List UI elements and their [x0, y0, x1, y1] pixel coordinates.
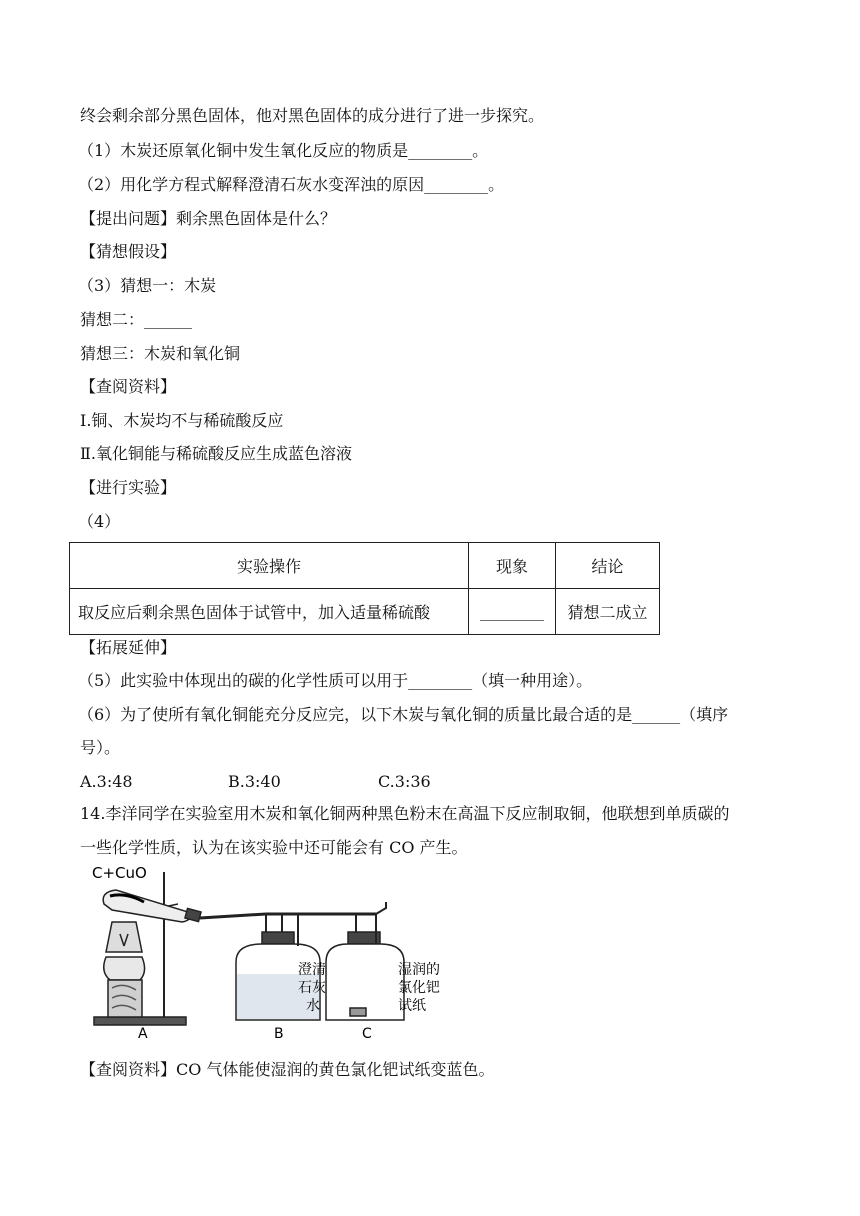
- reference-2: Ⅱ.氧化铜能与稀硫酸反应生成蓝色溶液: [80, 444, 352, 463]
- stand-base: [94, 1017, 186, 1025]
- reference-1: Ⅰ.铜、木炭均不与稀硫酸反应: [80, 411, 284, 430]
- question-14-continued: 一些化学性质，认为在该实验中还可能会有 CO 产生。: [80, 838, 468, 857]
- answer-options: [80, 772, 480, 792]
- apparatus-diagram: [86, 862, 456, 1042]
- table-header-cell: 结论: [556, 543, 660, 589]
- table-row: [70, 589, 660, 635]
- apparatus-figure: [86, 862, 456, 1042]
- question-2: （2）用化学方程式解释澄清石灰水变浑浊的原因________。: [78, 175, 505, 194]
- table-header-cell: 实验操作: [70, 543, 469, 589]
- test-paper: [350, 1008, 366, 1016]
- question-6: （6）为了使所有氧化铜能充分反应完，以下木炭与氧化铜的质量比最合适的是______（填序: [78, 705, 729, 724]
- table-cell: ________: [469, 589, 556, 635]
- problem-heading: 【提出问题】剩余黑色固体是什么？: [80, 209, 337, 228]
- option-c: C.3:36: [378, 772, 431, 791]
- experiment-heading: 【进行实验】: [80, 478, 177, 497]
- extension-heading: 【拓展延伸】: [80, 638, 177, 657]
- bottle-b-text: 石灰: [298, 980, 326, 996]
- option-a: A.3:48: [80, 772, 133, 791]
- stopper-b: [262, 932, 294, 944]
- bottle-c-text: 氯化钯: [398, 980, 440, 996]
- reactants-label: C+CuO: [92, 864, 147, 882]
- lamp-shield: [106, 922, 142, 952]
- bottle-b-text: 水: [306, 998, 320, 1014]
- question-14: 14.李洋同学在实验室用木炭和氧化铜两种黑色粉末在高温下反应制取铜，他联想到单质碳的: [80, 804, 730, 823]
- bottle-b-text: 澄清: [298, 962, 326, 978]
- text-line: 终会剩余部分黑色固体，他对黑色固体的成分进行了进一步探究。: [80, 106, 545, 125]
- connecting-tube: [200, 914, 266, 918]
- bottle-c-text: 试纸: [398, 998, 426, 1014]
- table-cell: 猜想二成立: [556, 589, 660, 635]
- reference-14: 【查阅资料】CO 气体能使湿润的黄色氯化钯试纸变蓝色。: [80, 1060, 495, 1079]
- table-header-cell: 现象: [469, 543, 556, 589]
- table-cell: 取反应后剩余黑色固体于试管中，加入适量稀硫酸: [70, 589, 469, 635]
- question-1: （1）木炭还原氧化铜中发生氧化反应的物质是________。: [78, 141, 489, 160]
- bottle-c-text: 湿润的: [398, 962, 440, 978]
- question-3: （3）猜想一：木炭: [78, 276, 217, 295]
- question-4: （4）: [78, 512, 121, 531]
- label-a: A: [138, 1026, 148, 1042]
- hypothesis-2: 猜想二：______: [80, 310, 193, 329]
- label-b: B: [274, 1026, 284, 1042]
- hypothesis-heading: 【猜想假设】: [80, 242, 177, 261]
- alcohol-lamp: [104, 957, 145, 980]
- question-6-continued: 号）。: [80, 738, 121, 757]
- label-c: C: [362, 1026, 372, 1042]
- table-header-row: [70, 543, 660, 589]
- hypothesis-3: 猜想三：木炭和氧化铜: [80, 344, 241, 363]
- experiment-table: [69, 542, 660, 635]
- reference-heading: 【查阅资料】: [80, 377, 177, 396]
- option-b: B.3:40: [228, 772, 281, 791]
- question-5: （5）此实验中体现出的碳的化学性质可以用于________（填一种用途）。: [78, 671, 593, 690]
